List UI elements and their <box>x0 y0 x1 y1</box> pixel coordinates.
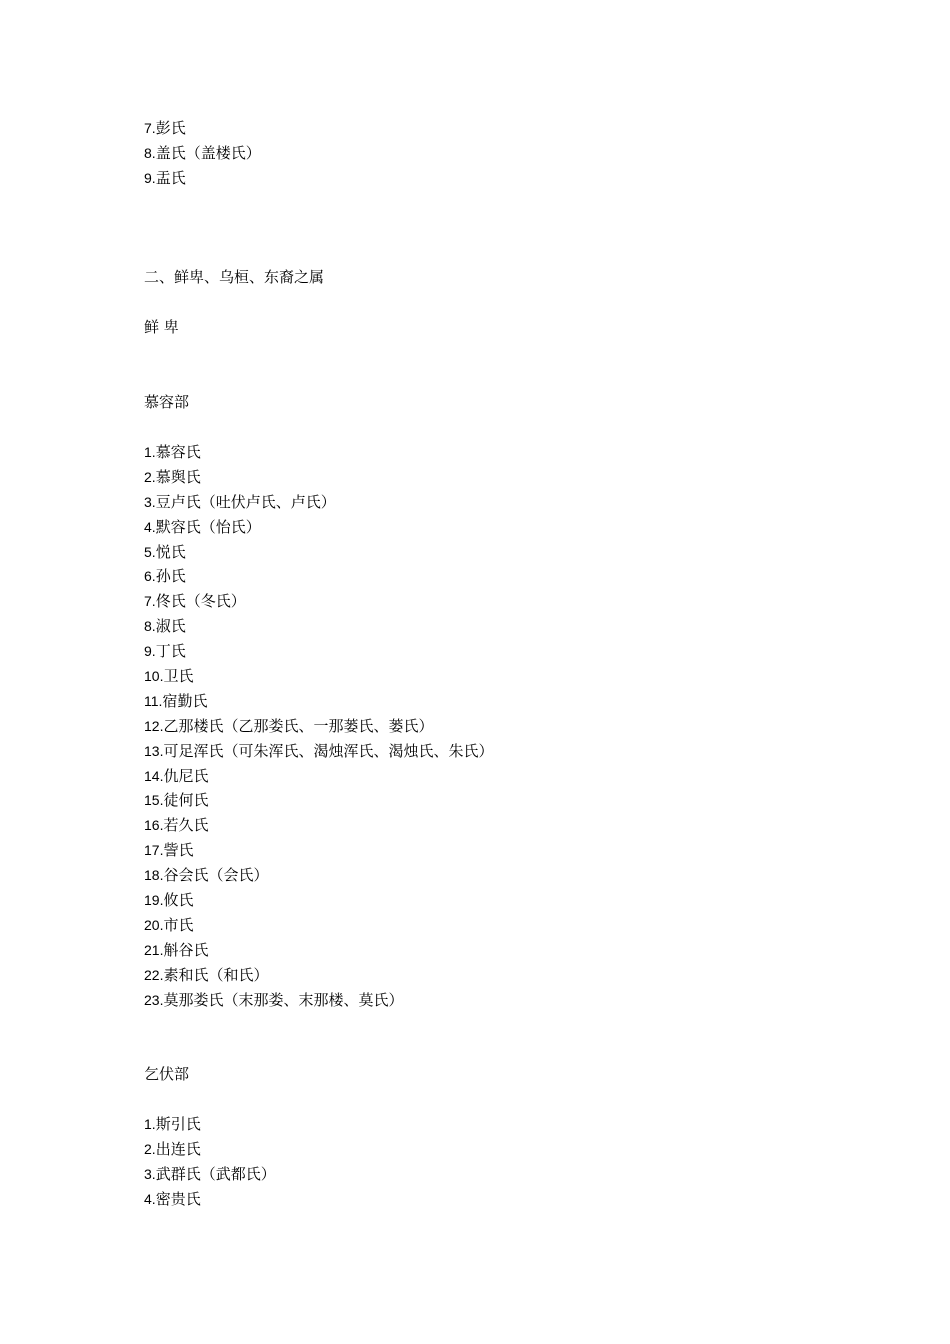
murong-title: 慕容部 <box>144 393 190 411</box>
list-item: 14.仇尼氏 <box>144 766 209 785</box>
list-item: 22.素和氏（和氏） <box>144 965 269 984</box>
group-heading: 鲜 卑 <box>144 318 179 336</box>
list-item: 16.若久氏 <box>144 816 209 835</box>
list-item: 15.徒何氏 <box>144 791 209 810</box>
list-item: 1.慕容氏 <box>144 443 201 461</box>
list-item: 9.丁氏 <box>144 642 186 661</box>
list-item: 3.武群氏（武都氏） <box>144 1164 276 1183</box>
list-item: 1.斯引氏 <box>144 1115 201 1133</box>
list-item: 7.彭氏 <box>144 119 186 137</box>
list-item: 8.盖氏（盖楼氏） <box>144 143 261 162</box>
list-item: 2.出连氏 <box>144 1139 201 1158</box>
list-item: 8.淑氏 <box>144 617 186 636</box>
list-item: 3.豆卢氏（吐伏卢氏、卢氏） <box>144 492 336 511</box>
list-item: 4.默容氏（怡氏） <box>144 517 261 536</box>
section-heading: 二、鲜卑、乌桓、东裔之属 <box>144 268 325 286</box>
list-item: 7.佟氏（冬氏） <box>144 592 246 611</box>
qifu-surname-list <box>144 1112 276 1212</box>
list-item: 2.慕舆氏 <box>144 467 201 486</box>
list-item: 19.攸氏 <box>144 891 194 910</box>
list-item: 4.密贵氏 <box>144 1189 201 1208</box>
murong-surname-list <box>144 440 493 1012</box>
list-item: 10.卫氏 <box>144 667 194 686</box>
top-surname-list <box>144 116 261 191</box>
list-item: 23.莫那娄氏（末那娄、末那楼、莫氏） <box>144 990 404 1009</box>
list-item: 13.可足浑氏（可朱浑氏、渴烛浑氏、渴烛氏、朱氏） <box>144 741 494 760</box>
list-item: 9.盂氏 <box>144 168 186 187</box>
list-item: 5.悦氏 <box>144 542 186 561</box>
list-item: 18.谷会氏（会氏） <box>144 866 269 885</box>
list-item: 17.訾氏 <box>144 841 194 860</box>
list-item: 12.乙那楼氏（乙那娄氏、一那蒌氏、蒌氏） <box>144 716 434 735</box>
list-item: 6.孙氏 <box>144 567 186 586</box>
list-item: 20.市氏 <box>144 915 194 934</box>
list-item: 11.宿勤氏 <box>144 691 208 710</box>
qifu-title: 乞伏部 <box>144 1065 190 1083</box>
list-item: 21.斛谷氏 <box>144 940 209 959</box>
